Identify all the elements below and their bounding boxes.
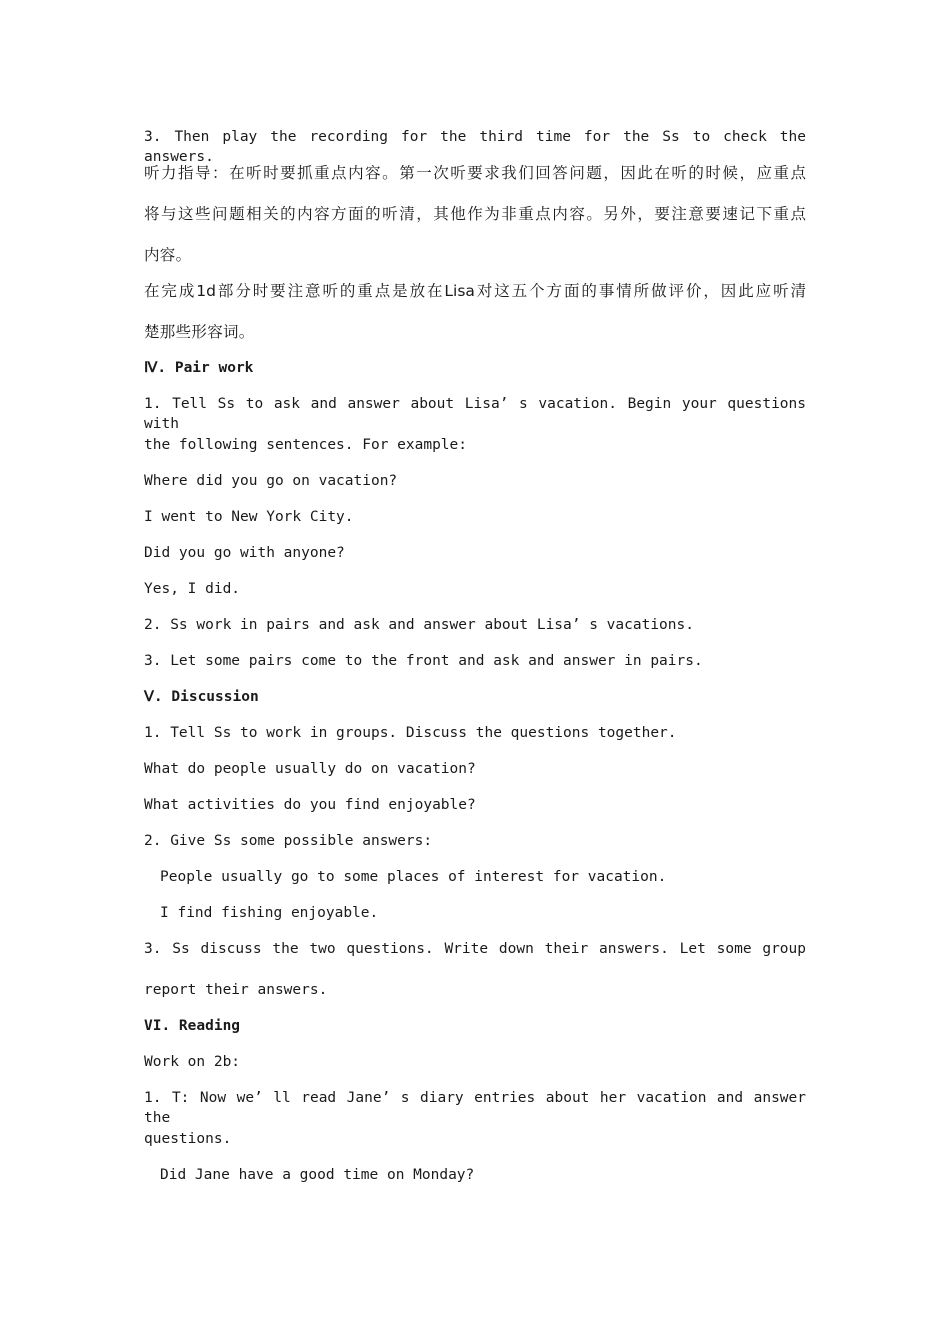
step-3-check-answers: 3. Then play the recording for the third time for the Ss to check the answers. [144, 129, 806, 165]
pair-work-step-1-line-1: 1. Tell Ss to ask and answer about Lisa’ s vacation. Begin your questions with [144, 396, 806, 432]
listening-guide-line-3: 内容。 [144, 246, 192, 264]
possible-answer-1: People usually go to some places of interest for vacation. [160, 869, 667, 885]
pair-work-step-1-line-2: the following sentences. For example: [144, 437, 468, 453]
pair-work-step-3: 3. Let some pairs come to the front and ask and answer in pairs. [144, 653, 703, 669]
reading-question-1: Did Jane have a good time on Monday? [160, 1167, 475, 1183]
possible-answer-2: I find fishing enjoyable. [160, 905, 379, 921]
example-question-1: Where did you go on vacation? [144, 473, 398, 489]
example-question-2: Did you go with anyone? [144, 545, 345, 561]
reading-step-1-line-1: 1. T: Now we’ ll read Jane’ s diary entries about her vacation and answer the [144, 1090, 806, 1126]
reading-step-1-line-2: questions. [144, 1131, 232, 1147]
discussion-step-3-line-1: 3. Ss discuss the two questions. Write down their answers. Let some group [144, 941, 806, 957]
discussion-step-1: 1. Tell Ss to work in groups. Discuss the questions together. [144, 725, 677, 741]
discussion-question-2: What activities do you find enjoyable? [144, 797, 476, 813]
listening-guide-line-2: 将与这些问题相关的内容方面的听清，其他作为非重点内容。另外，要注意要速记下重点 [144, 205, 806, 223]
section-heading-pair-work: Ⅳ. Pair work [144, 360, 254, 376]
listening-guide-line-1: 听力指导：在听时要抓重点内容。第一次听要求我们回答问题，因此在听的时候，应重点 [144, 164, 806, 182]
reading-work-on-2b: Work on 2b: [144, 1054, 241, 1070]
listening-guide-line-4: 在完成1d部分时要注意听的重点是放在Lisa对这五个方面的事情所做评价，因此应听清 [144, 282, 806, 300]
example-answer-2: Yes, I did. [144, 581, 241, 597]
discussion-question-1: What do people usually do on vacation? [144, 761, 476, 777]
listening-guide-line-5: 楚那些形容词。 [144, 323, 255, 341]
document-page [144, 0, 806, 1344]
discussion-step-2: 2. Give Ss some possible answers: [144, 833, 433, 849]
section-heading-discussion: Ⅴ. Discussion [144, 689, 259, 705]
section-heading-reading: VI. Reading [144, 1018, 241, 1034]
example-answer-1: I went to New York City. [144, 509, 354, 525]
discussion-step-3-line-2: report their answers. [144, 982, 328, 998]
pair-work-step-2: 2. Ss work in pairs and ask and answer about Lisa’ s vacations. [144, 617, 694, 633]
